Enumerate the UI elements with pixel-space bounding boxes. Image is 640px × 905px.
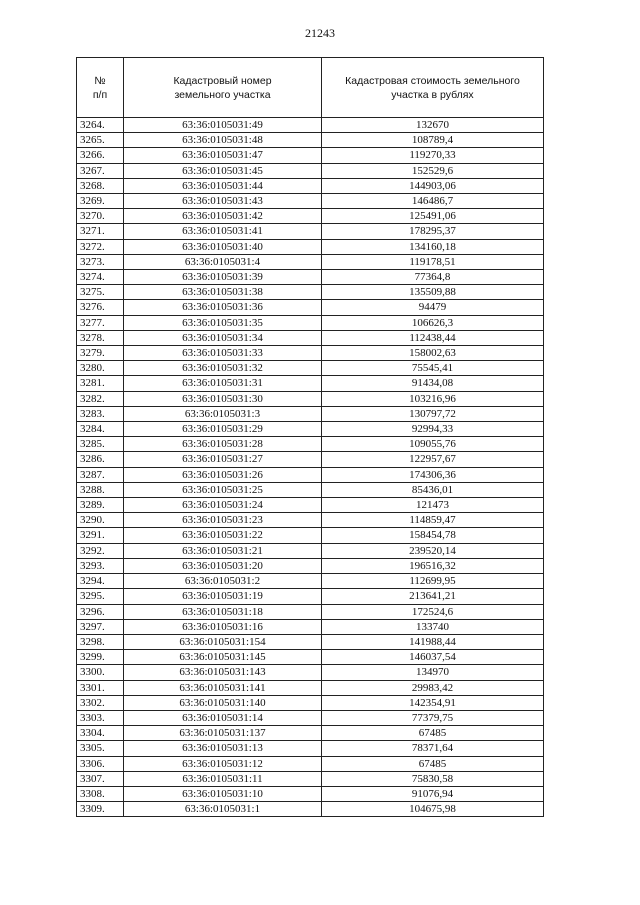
row-number: 3270. xyxy=(77,209,124,224)
row-cadastral-value: 174306,36 xyxy=(322,467,544,482)
row-number: 3273. xyxy=(77,254,124,269)
row-cadastral-number: 63:36:0105031:11 xyxy=(124,771,322,786)
table-row xyxy=(77,148,544,163)
row-cadastral-number: 63:36:0105031:16 xyxy=(124,619,322,634)
row-number: 3309. xyxy=(77,802,124,817)
row-cadastral-number: 63:36:0105031:32 xyxy=(124,361,322,376)
row-cadastral-value: 178295,37 xyxy=(322,224,544,239)
table-row xyxy=(77,163,544,178)
header-cadastral-number: Кадастровый номер земельного участка xyxy=(124,58,322,118)
table-header-row xyxy=(77,58,544,118)
row-cadastral-value: 132670 xyxy=(322,118,544,133)
table-row xyxy=(77,422,544,437)
row-cadastral-number: 63:36:0105031:45 xyxy=(124,163,322,178)
row-cadastral-value: 112438,44 xyxy=(322,330,544,345)
table-row xyxy=(77,650,544,665)
row-cadastral-value: 196516,32 xyxy=(322,558,544,573)
row-number: 3275. xyxy=(77,285,124,300)
row-cadastral-value: 75830,58 xyxy=(322,771,544,786)
table-row xyxy=(77,604,544,619)
table-row xyxy=(77,285,544,300)
row-number: 3279. xyxy=(77,346,124,361)
table-row xyxy=(77,209,544,224)
header-cadastral-value: Кадастровая стоимость земельного участка в рублях xyxy=(322,58,544,118)
page-number: 21243 xyxy=(305,26,335,40)
row-cadastral-number: 63:36:0105031:43 xyxy=(124,194,322,209)
row-cadastral-number: 63:36:0105031:141 xyxy=(124,680,322,695)
row-cadastral-value: 106626,3 xyxy=(322,315,544,330)
row-number: 3291. xyxy=(77,528,124,543)
table-row xyxy=(77,574,544,589)
row-cadastral-number: 63:36:0105031:19 xyxy=(124,589,322,604)
row-cadastral-number: 63:36:0105031:49 xyxy=(124,118,322,133)
table-row xyxy=(77,710,544,725)
row-cadastral-number: 63:36:0105031:42 xyxy=(124,209,322,224)
row-number: 3295. xyxy=(77,589,124,604)
row-number: 3285. xyxy=(77,437,124,452)
row-cadastral-number: 63:36:0105031:137 xyxy=(124,726,322,741)
row-number: 3298. xyxy=(77,634,124,649)
row-number: 3307. xyxy=(77,771,124,786)
table-row xyxy=(77,239,544,254)
table-row xyxy=(77,406,544,421)
table-row xyxy=(77,589,544,604)
row-cadastral-value: 158454,78 xyxy=(322,528,544,543)
row-cadastral-number: 63:36:0105031:24 xyxy=(124,498,322,513)
table-row xyxy=(77,528,544,543)
table-row xyxy=(77,665,544,680)
row-cadastral-value: 146037,54 xyxy=(322,650,544,665)
row-number: 3304. xyxy=(77,726,124,741)
table-row xyxy=(77,361,544,376)
table-row xyxy=(77,771,544,786)
row-cadastral-number: 63:36:0105031:2 xyxy=(124,574,322,589)
row-cadastral-number: 63:36:0105031:36 xyxy=(124,300,322,315)
row-cadastral-value: 29983,42 xyxy=(322,680,544,695)
row-cadastral-number: 63:36:0105031:140 xyxy=(124,695,322,710)
row-cadastral-value: 142354,91 xyxy=(322,695,544,710)
row-number: 3297. xyxy=(77,619,124,634)
row-number: 3277. xyxy=(77,315,124,330)
row-cadastral-number: 63:36:0105031:14 xyxy=(124,710,322,725)
row-cadastral-number: 63:36:0105031:35 xyxy=(124,315,322,330)
table-row xyxy=(77,695,544,710)
row-cadastral-number: 63:36:0105031:20 xyxy=(124,558,322,573)
table-row xyxy=(77,756,544,771)
row-cadastral-number: 63:36:0105031:38 xyxy=(124,285,322,300)
row-number: 3305. xyxy=(77,741,124,756)
row-cadastral-number: 63:36:0105031:25 xyxy=(124,482,322,497)
row-cadastral-value: 109055,76 xyxy=(322,437,544,452)
header-num: № п/п xyxy=(77,58,124,118)
row-cadastral-value: 75545,41 xyxy=(322,361,544,376)
row-cadastral-value: 92994,33 xyxy=(322,422,544,437)
row-cadastral-value: 114859,47 xyxy=(322,513,544,528)
table-row xyxy=(77,634,544,649)
row-number: 3292. xyxy=(77,543,124,558)
row-number: 3302. xyxy=(77,695,124,710)
row-cadastral-value: 103216,96 xyxy=(322,391,544,406)
table-row xyxy=(77,178,544,193)
row-cadastral-number: 63:36:0105031:28 xyxy=(124,437,322,452)
row-cadastral-number: 63:36:0105031:154 xyxy=(124,634,322,649)
row-cadastral-value: 77379,75 xyxy=(322,710,544,725)
row-cadastral-number: 63:36:0105031:143 xyxy=(124,665,322,680)
table-row xyxy=(77,254,544,269)
row-cadastral-number: 63:36:0105031:3 xyxy=(124,406,322,421)
table-row xyxy=(77,543,544,558)
row-cadastral-number: 63:36:0105031:34 xyxy=(124,330,322,345)
row-cadastral-number: 63:36:0105031:33 xyxy=(124,346,322,361)
table-row xyxy=(77,300,544,315)
row-number: 3299. xyxy=(77,650,124,665)
row-cadastral-value: 91076,94 xyxy=(322,786,544,801)
table-row xyxy=(77,376,544,391)
table-row xyxy=(77,498,544,513)
table-row xyxy=(77,802,544,817)
row-cadastral-value: 67485 xyxy=(322,756,544,771)
row-cadastral-number: 63:36:0105031:13 xyxy=(124,741,322,756)
row-cadastral-number: 63:36:0105031:39 xyxy=(124,270,322,285)
table-row xyxy=(77,346,544,361)
row-number: 3266. xyxy=(77,148,124,163)
row-cadastral-number: 63:36:0105031:145 xyxy=(124,650,322,665)
table-row xyxy=(77,118,544,133)
row-cadastral-value: 133740 xyxy=(322,619,544,634)
table-row xyxy=(77,482,544,497)
row-cadastral-value: 130797,72 xyxy=(322,406,544,421)
table-row xyxy=(77,452,544,467)
row-number: 3281. xyxy=(77,376,124,391)
row-cadastral-number: 63:36:0105031:21 xyxy=(124,543,322,558)
row-cadastral-value: 77364,8 xyxy=(322,270,544,285)
table-row xyxy=(77,194,544,209)
row-cadastral-number: 63:36:0105031:22 xyxy=(124,528,322,543)
row-cadastral-value: 67485 xyxy=(322,726,544,741)
row-cadastral-number: 63:36:0105031:23 xyxy=(124,513,322,528)
row-cadastral-number: 63:36:0105031:30 xyxy=(124,391,322,406)
row-cadastral-value: 134970 xyxy=(322,665,544,680)
row-cadastral-value: 94479 xyxy=(322,300,544,315)
table-row xyxy=(77,270,544,285)
row-number: 3287. xyxy=(77,467,124,482)
row-cadastral-value: 119178,51 xyxy=(322,254,544,269)
row-cadastral-number: 63:36:0105031:29 xyxy=(124,422,322,437)
row-cadastral-number: 63:36:0105031:40 xyxy=(124,239,322,254)
table-body xyxy=(77,118,544,817)
row-cadastral-value: 112699,95 xyxy=(322,574,544,589)
row-number: 3280. xyxy=(77,361,124,376)
row-cadastral-value: 85436,01 xyxy=(322,482,544,497)
table-row xyxy=(77,558,544,573)
row-cadastral-number: 63:36:0105031:26 xyxy=(124,467,322,482)
row-cadastral-value: 146486,7 xyxy=(322,194,544,209)
row-cadastral-value: 134160,18 xyxy=(322,239,544,254)
table-row xyxy=(77,224,544,239)
row-cadastral-value: 158002,63 xyxy=(322,346,544,361)
row-number: 3283. xyxy=(77,406,124,421)
row-cadastral-value: 121473 xyxy=(322,498,544,513)
row-cadastral-number: 63:36:0105031:27 xyxy=(124,452,322,467)
row-number: 3288. xyxy=(77,482,124,497)
row-cadastral-value: 135509,88 xyxy=(322,285,544,300)
row-number: 3301. xyxy=(77,680,124,695)
row-cadastral-value: 104675,98 xyxy=(322,802,544,817)
row-number: 3272. xyxy=(77,239,124,254)
table-row xyxy=(77,513,544,528)
row-number: 3293. xyxy=(77,558,124,573)
row-number: 3289. xyxy=(77,498,124,513)
row-cadastral-value: 152529,6 xyxy=(322,163,544,178)
row-cadastral-value: 78371,64 xyxy=(322,741,544,756)
row-number: 3303. xyxy=(77,710,124,725)
row-number: 3271. xyxy=(77,224,124,239)
row-cadastral-number: 63:36:0105031:18 xyxy=(124,604,322,619)
row-number: 3284. xyxy=(77,422,124,437)
row-number: 3306. xyxy=(77,756,124,771)
row-cadastral-value: 91434,08 xyxy=(322,376,544,391)
row-cadastral-value: 122957,67 xyxy=(322,452,544,467)
row-number: 3264. xyxy=(77,118,124,133)
table-row xyxy=(77,741,544,756)
row-number: 3300. xyxy=(77,665,124,680)
row-number: 3265. xyxy=(77,133,124,148)
row-number: 3294. xyxy=(77,574,124,589)
table-row xyxy=(77,133,544,148)
row-cadastral-value: 119270,33 xyxy=(322,148,544,163)
table-row xyxy=(77,726,544,741)
row-cadastral-value: 213641,21 xyxy=(322,589,544,604)
row-number: 3274. xyxy=(77,270,124,285)
row-cadastral-number: 63:36:0105031:4 xyxy=(124,254,322,269)
row-cadastral-number: 63:36:0105031:12 xyxy=(124,756,322,771)
table-row xyxy=(77,437,544,452)
table-row xyxy=(77,391,544,406)
table-row xyxy=(77,467,544,482)
row-number: 3290. xyxy=(77,513,124,528)
table-row xyxy=(77,315,544,330)
row-number: 3268. xyxy=(77,178,124,193)
row-number: 3276. xyxy=(77,300,124,315)
table-row xyxy=(77,786,544,801)
row-number: 3267. xyxy=(77,163,124,178)
row-number: 3286. xyxy=(77,452,124,467)
row-cadastral-number: 63:36:0105031:48 xyxy=(124,133,322,148)
row-number: 3269. xyxy=(77,194,124,209)
row-number: 3282. xyxy=(77,391,124,406)
cadastral-table xyxy=(76,57,544,817)
row-number: 3278. xyxy=(77,330,124,345)
row-number: 3308. xyxy=(77,786,124,801)
row-cadastral-number: 63:36:0105031:1 xyxy=(124,802,322,817)
row-cadastral-value: 125491,06 xyxy=(322,209,544,224)
row-cadastral-number: 63:36:0105031:44 xyxy=(124,178,322,193)
table-row xyxy=(77,680,544,695)
row-cadastral-number: 63:36:0105031:31 xyxy=(124,376,322,391)
row-cadastral-value: 141988,44 xyxy=(322,634,544,649)
row-cadastral-value: 172524,6 xyxy=(322,604,544,619)
row-cadastral-value: 144903,06 xyxy=(322,178,544,193)
table-row xyxy=(77,619,544,634)
row-cadastral-number: 63:36:0105031:10 xyxy=(124,786,322,801)
row-cadastral-number: 63:36:0105031:47 xyxy=(124,148,322,163)
table-row xyxy=(77,330,544,345)
row-cadastral-value: 108789,4 xyxy=(322,133,544,148)
row-cadastral-value: 239520,14 xyxy=(322,543,544,558)
row-number: 3296. xyxy=(77,604,124,619)
row-cadastral-number: 63:36:0105031:41 xyxy=(124,224,322,239)
